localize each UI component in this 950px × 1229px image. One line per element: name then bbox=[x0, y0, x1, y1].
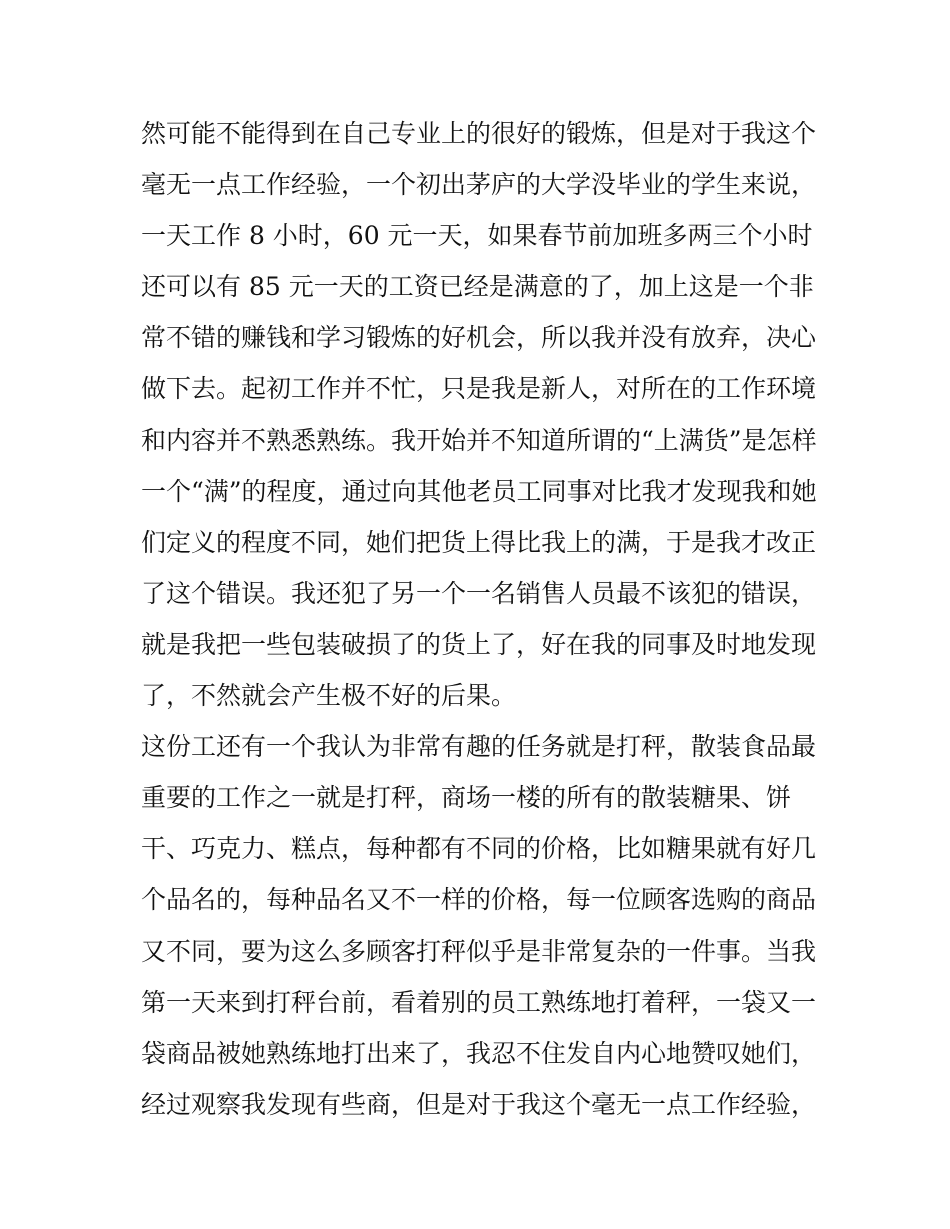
text-line: 一个“满”的程度，通过向其他老员工同事对比我才发现我和她 bbox=[141, 476, 817, 506]
text-line: 然可能不能得到在自己专业上的很好的锻炼，但是对于我这个 bbox=[141, 119, 817, 148]
text-line: 一天工作 8 小时，60 元一天，如果春节前加班多两三个小时 bbox=[141, 221, 813, 251]
text-line: 毫无一点工作经验，一个初出茅庐的大学没毕业的学生来说， bbox=[141, 170, 817, 200]
text-line: 了，不然就会产生极不好的后果。 bbox=[141, 681, 517, 711]
text-line: 重要的工作之一就是打秤，商场一楼的所有的散装糖果、饼 bbox=[141, 783, 792, 813]
text-line: 干、巧克力、糕点，每种都有不同的价格，比如糖果就有好几 bbox=[141, 834, 817, 864]
text-line: 个品名的，每种品名又不一样的价格，每一位顾客选购的商品 bbox=[141, 885, 817, 915]
text-line: 还可以有 85 元一天的工资已经是满意的了，加上这是一个非 bbox=[141, 272, 814, 302]
text-line: 常不错的赚钱和学习锻炼的好机会，所以我并没有放弃，决心 bbox=[141, 323, 817, 353]
body-text bbox=[141, 108, 821, 1130]
text-line: 就是我把一些包装破损了的货上了，好在我的同事及时地发现 bbox=[141, 629, 817, 659]
text-line: 又不同，要为这么多顾客打秤似乎是非常复杂的一件事。当我 bbox=[141, 936, 817, 966]
text-line: 做下去。起初工作并不忙，只是我是新人，对所在的工作环境 bbox=[141, 374, 817, 404]
text-line: 袋商品被她熟练地打出来了，我忍不住发自内心地赞叹她们， bbox=[141, 1038, 817, 1068]
text-line: 这份工还有一个我认为非常有趣的任务就是打秤，散装食品最 bbox=[141, 732, 817, 762]
text-line: 了这个错误。我还犯了另一个一名销售人员最不该犯的错误， bbox=[141, 578, 817, 608]
text-line: 和内容并不熟悉熟练。我开始并不知道所谓的“上满货”是怎样 bbox=[141, 425, 817, 455]
text-line: 们定义的程度不同，她们把货上得比我上的满，于是我才改正 bbox=[141, 527, 817, 557]
text-line: 第一天来到打秤台前，看着别的员工熟练地打着秤，一袋又一 bbox=[141, 987, 817, 1017]
text-line: 经过观察我发现有些商，但是对于我这个毫无一点工作经验， bbox=[141, 1089, 817, 1119]
